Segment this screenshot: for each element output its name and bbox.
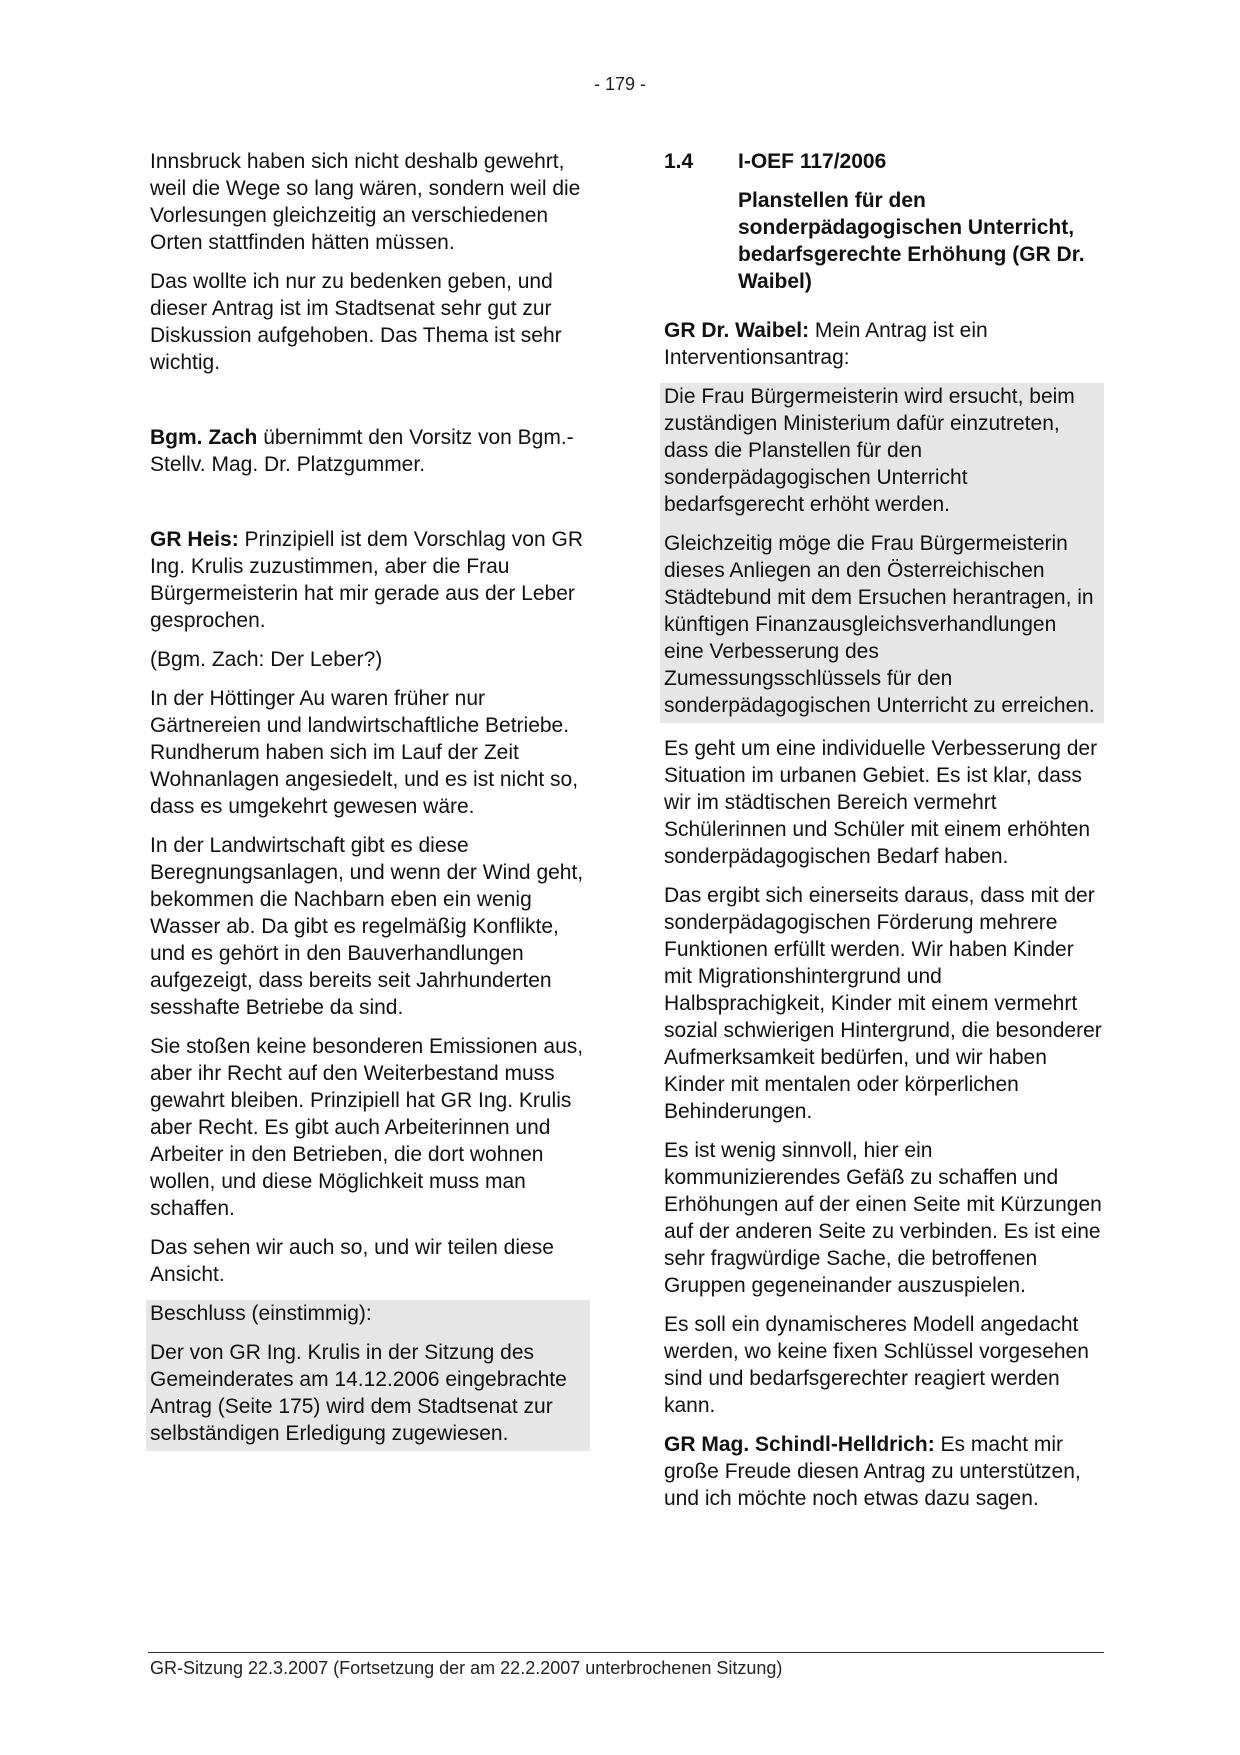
- speaker-text: Mein Antrag ist ein Interventionsantrag:: [664, 319, 988, 369]
- footer-divider: [148, 1652, 1104, 1653]
- motion-paragraph: Gleichzeitig möge die Frau Bürgermeisterin dieses Anliegen an den Österreichischen Städtebund mit dem Ersuchen herantragen, in künftigen Finanzausgleichsverhandlungen eine Verbesserung des Zumessungsschlüssels für den sonderpädagogischen Unterricht zu erreichen.: [664, 532, 1095, 717]
- speaker-name: GR Dr. Waibel:: [664, 319, 810, 342]
- interjection: (Bgm. Zach: Der Leber?): [150, 648, 383, 671]
- speaker-name: Bgm. Zach: [150, 426, 258, 449]
- speaker-name: GR Mag. Schindl-Helldrich:: [664, 1433, 935, 1456]
- speaker-paragraph: [664, 1431, 1104, 1512]
- paragraph: Es ist wenig sinnvoll, hier ein kommunizierendes Gefäß zu schaffen und Erhöhungen auf der einen Seite mit Kürzungen auf der anderen Seite zu verbinden. Es ist eine sehr fragwürdige Sache, die betroffenen Gruppen gegeneinander auszuspielen.: [664, 1139, 1102, 1297]
- page-footer: GR-Sitzung 22.3.2007 (Fortsetzung der am 22.2.2007 unterbrochenen Sitzung): [150, 1658, 783, 1678]
- paragraph: In der Höttinger Au waren früher nur Gärtnereien und landwirtschaftliche Betriebe. Rundherum haben sich im Lauf der Zeit Wohnanlagen angesiedelt, und es ist nicht so, dass es umgekehrt gewesen wäre.: [150, 687, 579, 818]
- speaker-name: GR Heis:: [150, 528, 239, 551]
- left-column: [150, 148, 590, 1451]
- right-column: [664, 148, 1104, 1524]
- paragraph: Es geht um eine individuelle Verbesserung der Situation im urbanen Gebiet. Es ist klar, dass wir im städtischen Bereich vermehrt Schülerinnen und Schüler mit einem erhöhten sonderpädagogischen Bedarf haben.: [664, 737, 1098, 868]
- motion-paragraph: Die Frau Bürgermeisterin wird ersucht, beim zuständigen Ministerium dafür einzutreten, dass die Planstellen für den sonderpädagogischen Unterricht bedarfsgerecht erhöht werden.: [664, 385, 1075, 516]
- paragraph: Das sehen wir auch so, und wir teilen diese Ansicht.: [150, 1236, 554, 1286]
- section-heading: [664, 148, 1104, 175]
- motion-box: [660, 383, 1104, 723]
- paragraph: Das ergibt sich einerseits daraus, dass mit der sonderpädagogischen Förderung mehrere Funktionen erfüllt werden. Wir haben Kinder mit Migrationshintergrund und Halbsprachigkeit, Kinder mit einem vermehrt sozial schwierigen Hintergrund, die besonderer Aufmerksamkeit bedürfen, und wir haben Kinder mit mentalen oder körperlichen Behinderungen.: [664, 884, 1102, 1123]
- speaker-text: Es macht mir große Freude diesen Antrag zu unterstützen, und ich möchte noch etwas dazu sagen.: [664, 1433, 1081, 1510]
- spacer: [664, 723, 1104, 735]
- speaker-text: Prinzipiell ist dem Vorschlag von GR Ing. Krulis zuzustimmen, aber die Frau Bürgermeisterin hat mir gerade aus der Leber gesprochen.: [150, 528, 583, 632]
- speaker-paragraph: [150, 424, 590, 478]
- section-code: I-OEF 117/2006: [738, 150, 887, 173]
- paragraph: Das wollte ich nur zu bedenken geben, und dieser Antrag ist im Stadtsenat sehr gut zur Diskussion aufgehoben. Das Thema ist sehr wichtig.: [150, 270, 562, 374]
- section-title: Planstellen für den sonderpädagogischen Unterricht, bedarfsgerechte Erhöhung (GR Dr. Waibel): [738, 189, 1085, 293]
- decision-label: Beschluss (einstimmig):: [150, 1302, 372, 1325]
- speaker-text: übernimmt den Vorsitz von Bgm.-Stellv. Mag. Dr. Platzgummer.: [150, 426, 574, 476]
- speaker-paragraph: [664, 317, 1104, 371]
- decision-box: [146, 1300, 590, 1451]
- paragraph: In der Landwirtschaft gibt es diese Beregnungsanlagen, und wenn der Wind geht, bekommen die Nachbarn eben ein wenig Wasser ab. Da gibt es regelmäßig Konflikte, und es gehört in den Bauverhandlungen aufgezeigt, dass bereits seit Jahrhunderten sesshafte Betriebe da sind.: [150, 834, 584, 1019]
- decision-text: Der von GR Ing. Krulis in der Sitzung des Gemeinderates am 14.12.2006 eingebrachte Antrag (Seite 175) wird dem Stadtsenat zur selbständigen Erledigung zugewiesen.: [150, 1341, 567, 1445]
- paragraph: Innsbruck haben sich nicht deshalb gewehrt, weil die Wege so lang wären, sondern weil die Vorlesungen gleichzeitig an verschiedenen Orten stattfinden hätten müssen.: [150, 150, 581, 254]
- paragraph: Sie stoßen keine besonderen Emissionen aus, aber ihr Recht auf den Weiterbestand muss gewahrt bleiben. Prinzipiell hat GR Ing. Krulis aber Recht. Es gibt auch Arbeiterinnen und Arbeiter in den Betrieben, die dort wohnen wollen, und diese Möglichkeit muss man schaffen.: [150, 1035, 584, 1220]
- page-number: - 179 -: [593, 74, 647, 94]
- speaker-paragraph: [150, 526, 590, 634]
- paragraph: Es soll ein dynamischeres Modell angedacht werden, wo keine fixen Schlüssel vorgesehen sind und bedarfsgerechter reagiert werden kann.: [664, 1313, 1089, 1417]
- section-number: 1.4: [664, 150, 694, 173]
- spacer: [150, 490, 590, 526]
- spacer: [150, 388, 590, 424]
